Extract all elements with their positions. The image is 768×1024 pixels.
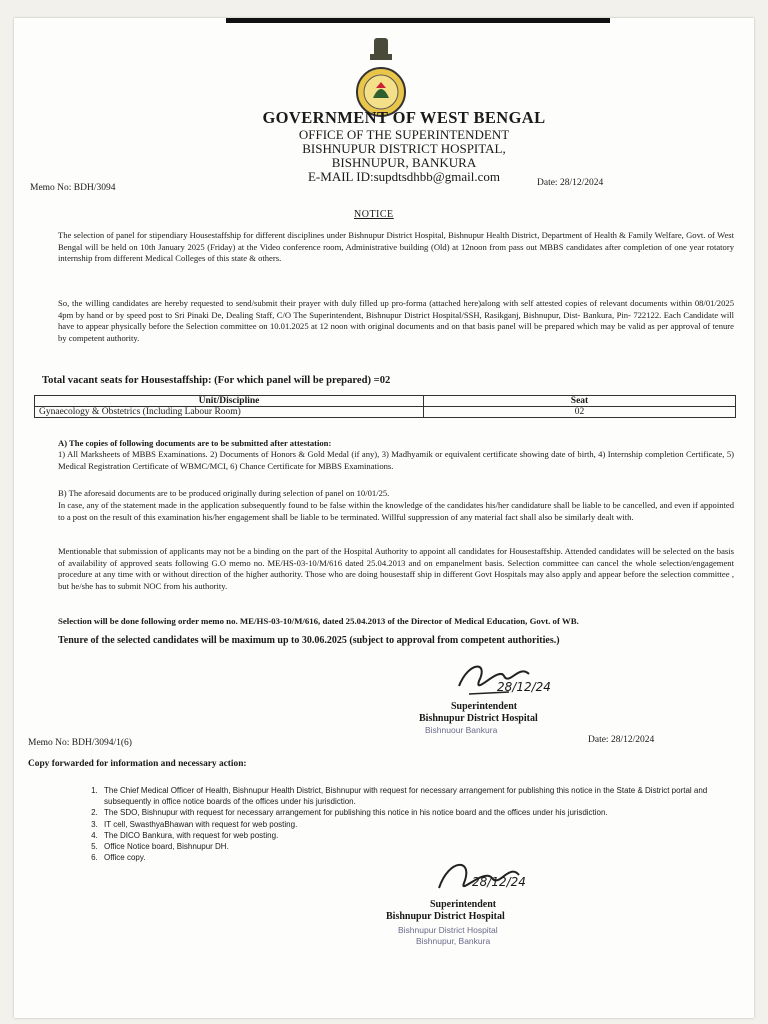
copy-memo-number: Memo No: BDH/3094/1(6) [28, 738, 132, 748]
list-item: 2. The SDO, Bishnupur with request for necessary arrangement for publishing this notice in his notice board and the offices under his jurisdiction. [100, 807, 740, 818]
header-unit: Unit/Discipline [35, 396, 424, 407]
documents-heading: A) The copies of following documents are to be submitted after attestation: [58, 438, 332, 448]
office-line: OFFICE OF THE SUPERINTENDENT [298, 127, 510, 142]
copy-heading: Copy forwarded for information and necessary action: [28, 759, 247, 769]
table-row [35, 407, 736, 418]
state-emblem-icon [346, 36, 416, 118]
list-item: 3. IT cell, SwasthyaBhawan with request for web posting. [100, 819, 740, 830]
email-line: E-MAIL ID:supdtsdhbb@gmail.com [307, 169, 501, 184]
top-border-bar [226, 18, 610, 23]
selection-order: Selection will be done following order memo no. ME/HS-03-10/M/616, dated 25.04.2013 of the Director of Medical Education, Govt. of WB. [58, 616, 579, 626]
memo-number: Memo No: BDH/3094 [30, 183, 116, 193]
signature-date: 28/12/24 [497, 680, 551, 694]
signatory-office: Bishnupur District Hospital [419, 713, 538, 724]
hospital-line: BISHNUPUR DISTRICT HOSPITAL, [302, 141, 506, 156]
documents-list: 1) All Marksheets of MBBS Examinations. 2) Documents of Honors & Gold Medal (if any), 3) Madhyamik or equivalent certificate showing date of birth, 4) Internship completion Certificate, 5) Medical Registration Certificate of WBMC/MCI, 6) Chance Certificate for MBBS Examinations. [58, 449, 734, 471]
list-item: 6. Office copy. [100, 852, 740, 863]
documents-originals: B) The aforesaid documents are to be produced originally during selection of panel on 10/01/25. [58, 488, 390, 498]
stamp-text: Bishnupur District Hospital [398, 925, 498, 935]
copy-list [72, 785, 740, 863]
seats-table [34, 395, 736, 418]
office-address [54, 128, 754, 184]
document-page [14, 18, 754, 1018]
list-item: 4. The DICO Bankura, with request for web posting. [100, 830, 740, 841]
cell-unit: Gynaecology & Obstetrics (Including Labour Room) [35, 407, 424, 418]
memo-date: Date: 28/12/2024 [537, 178, 604, 188]
stamp-text: Bishnuour Bankura [425, 725, 498, 735]
notice-title: NOTICE [354, 209, 394, 220]
signature-block-2 [384, 853, 604, 963]
header-seat: Seat [424, 396, 736, 407]
mentionable-paragraph: Mentionable that submission of applicants may not be a binding on the part of the Hospital Authority to appoint all candidates for Housestaffship. Attended candidates will be selected on the basis of availability of approved seats following G.O memo no. ME/HS-03-10/M/616 dated 25.04.2013 and on empanelment basis. Selection committee can cancel the whole selection/engagement procedure at any time with or without direction of the higher authority. Those who are doing housestaff ship in different Govt Hospitals may also apply and appear before the selection committee , but he/she has to submit NOC from his authority. [58, 546, 734, 591]
stamp-text: Bishnupur, Bankura [416, 936, 491, 946]
place-line: BISHNUPUR, BANKURA [331, 155, 477, 170]
signatory-designation: Superintendent [451, 701, 518, 712]
submission-paragraph: So, the willing candidates are hereby requested to send/submit their prayer with duly filled up pro-forma (attached here)along with self attested copies of relevant documents within 08/01/2025 4pm by hand or by speed post to Sri Pinaki De, Dealing Staff, C/O The Superintendent, Bishnupur District Hospital/SSH, Rasikganj, Bishnupur, Dist- Bankura, Pin- 722122. Each Candidate will have to appear physically before the Selection committee on 10.01.2025 at 12 noon with original documents and on that basis panel will be prepared which may be valid as per approval of tenure by competent authority. [58, 298, 734, 343]
signatory-designation: Superintendent [430, 899, 497, 910]
signature-block-1 [419, 656, 619, 736]
selection-paragraph: The selection of panel for stipendiary Housestaffship for different disciplines under Bishnupur District Hospital, Bishnupur Health District, Department of Health & Family Welfare, Govt. of West Bengal will be held on 10th January 2025 (Friday) at the Video conference room, Administrative building (Old) at 12noon from pass out MBBS candidates after completion of one year rotatory internship from different Medical Colleges of this state & others. [58, 230, 734, 263]
government-title: GOVERNMENT OF WEST BENGAL [262, 108, 546, 127]
cell-seat: 02 [424, 407, 736, 418]
signatory-office: Bishnupur District Hospital [386, 911, 505, 922]
false-statement-paragraph: In case, any of the statement made in the application subsequently found to be false within the knowledge of the candidates his/her candidature shall be liable to be cancelled, and even if appointed to a post on the result of this examination his/her engagement shall be liable to be terminated. Willful suppression of any material fact shall also be similarly dealt with. [58, 500, 734, 522]
list-item: 5. Office Notice board, Bishnupur DH. [100, 841, 740, 852]
signature-date: 28/12/24 [472, 875, 526, 889]
total-seats: Total vacant seats for Housestaffship: (For which panel will be prepared) =02 [42, 375, 391, 386]
list-item: 1. The Chief Medical Officer of Health, Bishnupur Health District, Bishnupur with request for necessary arrangement for publishing this notice in the State & District portal and subsequently in office notice boards of the offices under his jurisdiction. [100, 785, 740, 807]
tenure-statement: Tenure of the selected candidates will be maximum up to 30.06.2025 (subject to approval from competent authorities.) [58, 635, 560, 646]
copy-memo-date: Date: 28/12/2024 [588, 735, 655, 745]
table-header-row [35, 396, 736, 407]
